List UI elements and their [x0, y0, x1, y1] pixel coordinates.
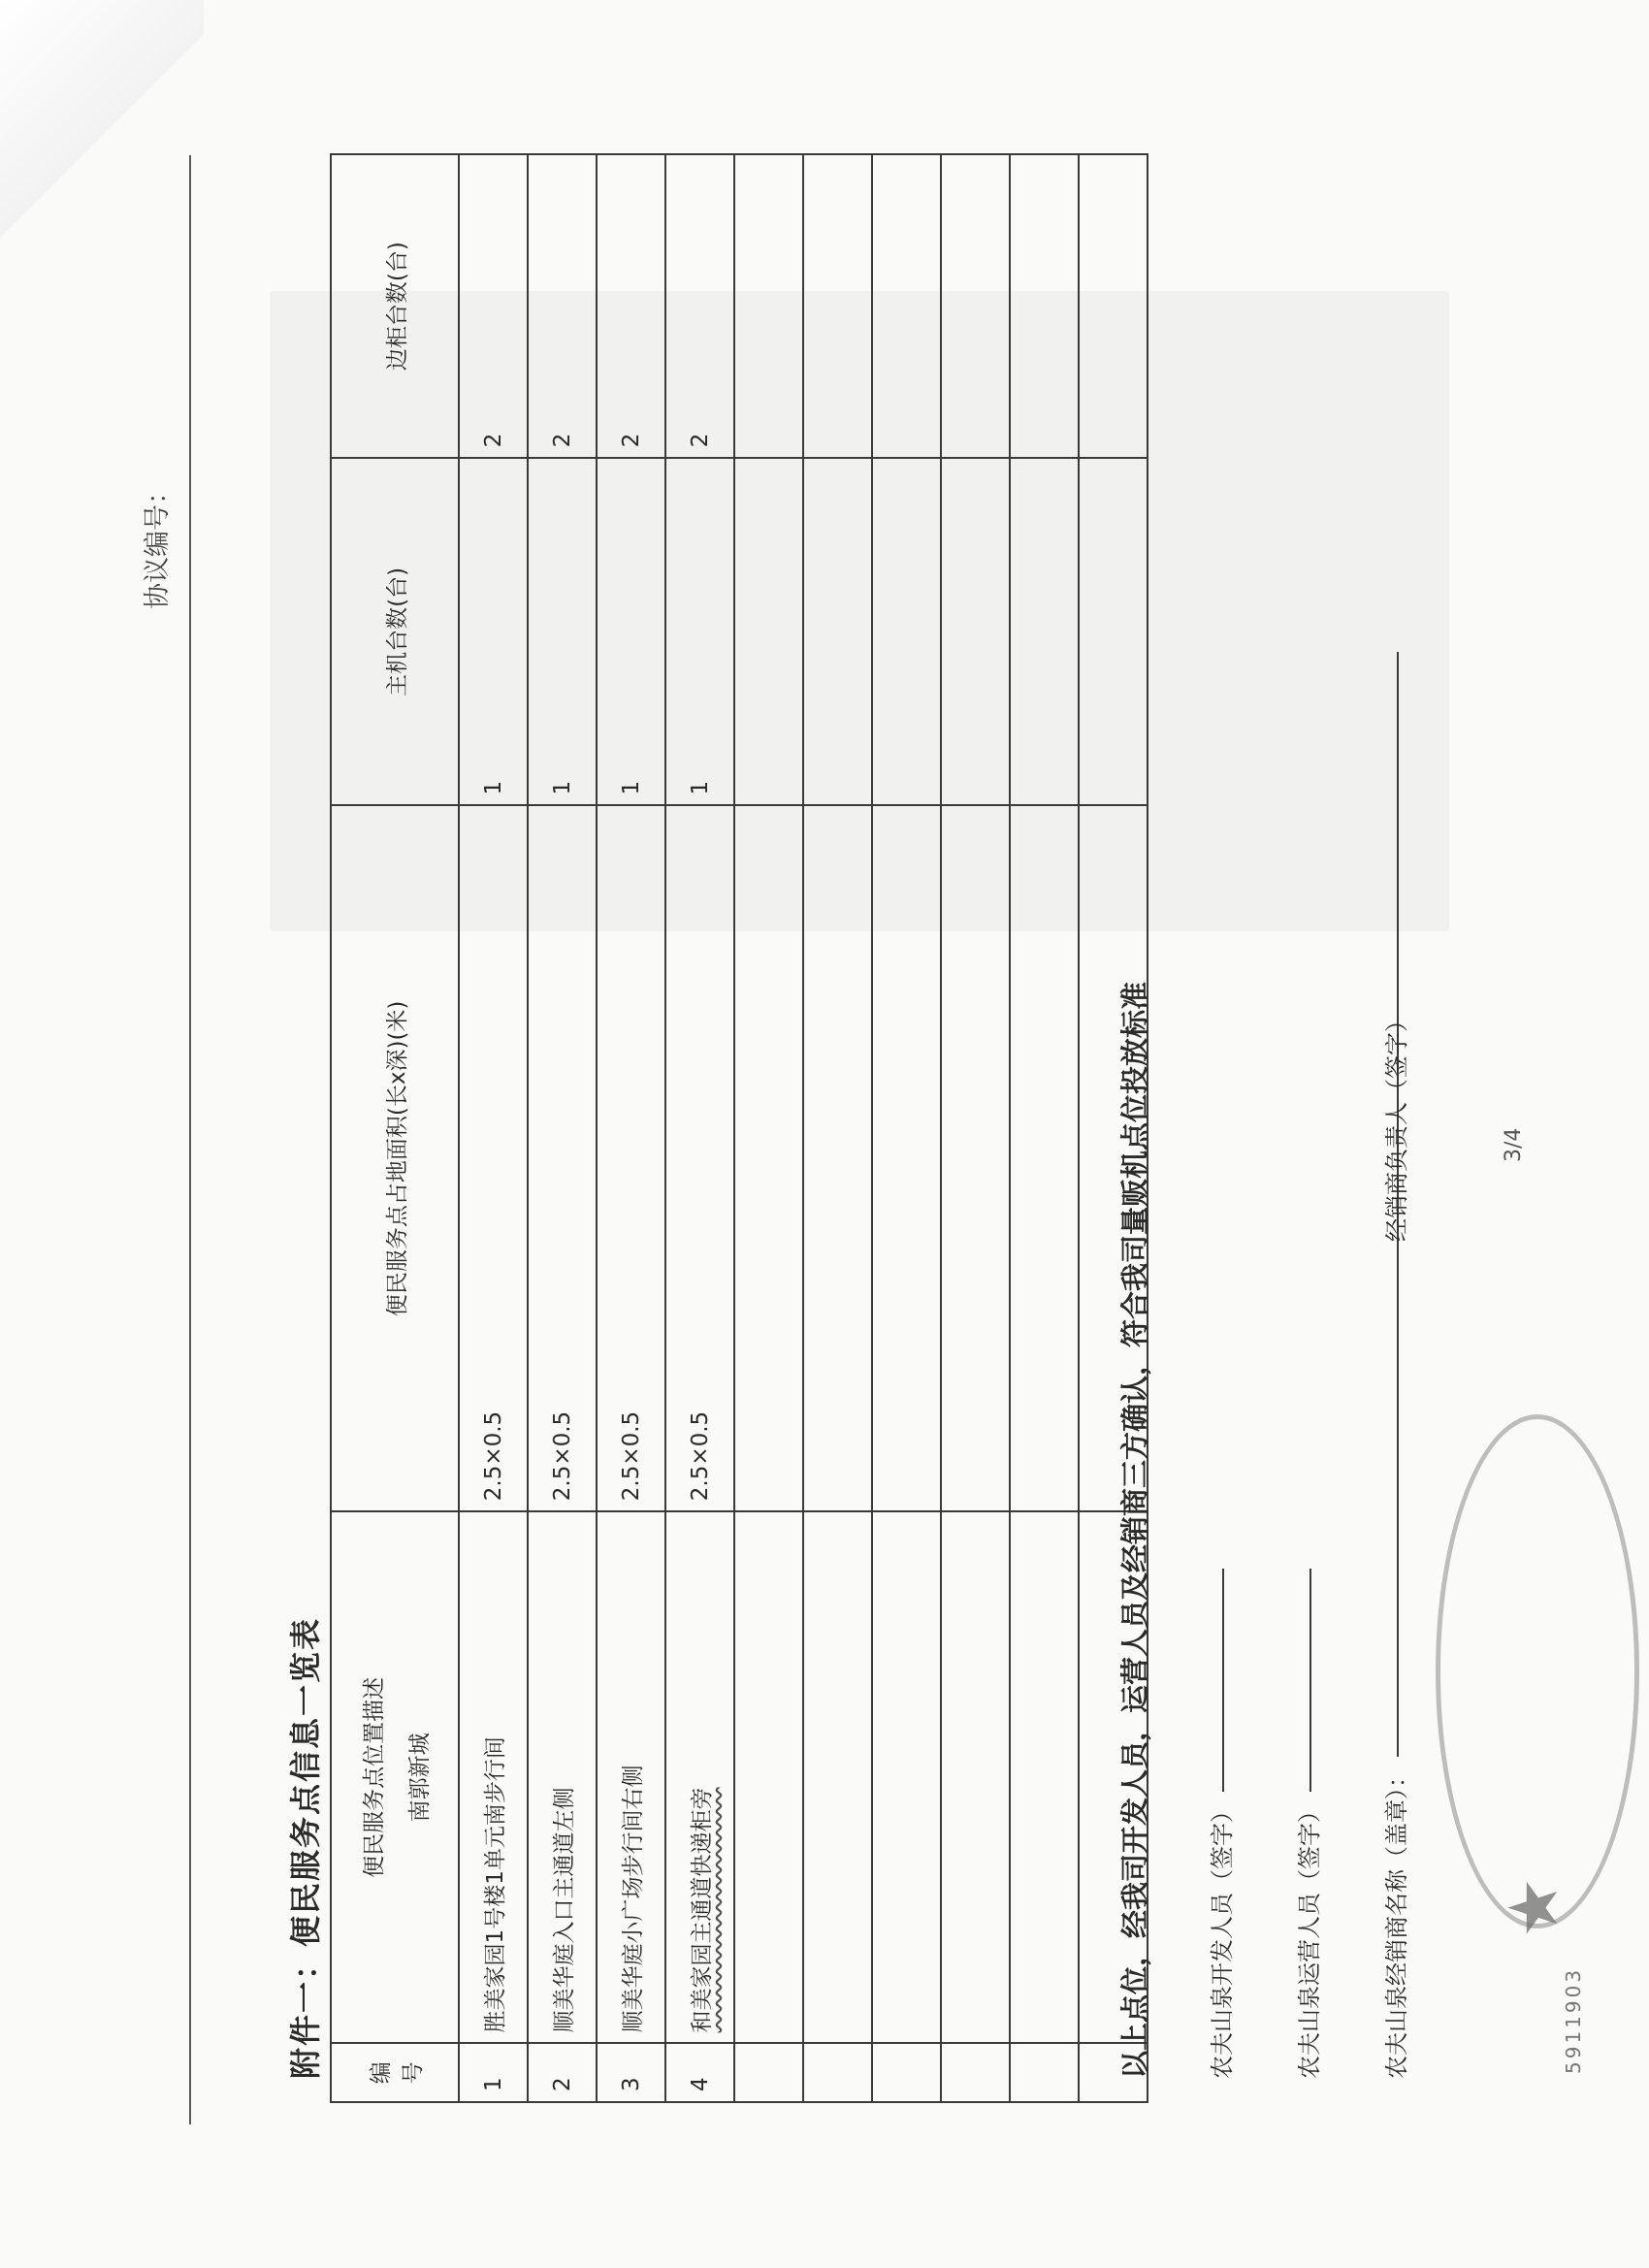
- cell-no: 2: [528, 2043, 597, 2102]
- cell-host: [803, 458, 872, 805]
- star-icon: ★: [1494, 1877, 1573, 1938]
- company-stamp: [1436, 1414, 1639, 1928]
- table-row: [734, 154, 803, 2102]
- dealer-rep-line: [1397, 652, 1399, 1001]
- table-row: [665, 154, 734, 2102]
- cell-host: 1: [528, 458, 597, 805]
- cell-area: [1010, 805, 1079, 1511]
- cell-host: 1: [597, 458, 665, 805]
- cell-host: [941, 458, 1010, 805]
- cell-location: [1010, 1511, 1079, 2043]
- cell-no: [803, 2043, 872, 2102]
- cell-area: 2.5×0.5: [528, 805, 597, 1511]
- cell-host: [872, 458, 941, 805]
- table-row: [459, 154, 528, 2102]
- table-header-row: [331, 154, 459, 2102]
- developer-signature-label: 农夫山泉开发人员（签字）: [1209, 1799, 1236, 2079]
- cell-host: 1: [665, 458, 734, 805]
- cell-location: [803, 1511, 872, 2043]
- header-host: 主机台数(台): [331, 458, 459, 805]
- cell-host: [1079, 458, 1148, 805]
- cell-no: 1: [459, 2043, 528, 2102]
- developer-signature-line: [1222, 1569, 1224, 1792]
- dealer-rep-label: 经销商负责人（签字）: [1383, 1009, 1410, 1242]
- cell-location: [941, 1511, 1010, 2043]
- stamp-number: 5911903: [1562, 1966, 1585, 2074]
- cell-location: 顺美华庭入口主通道左侧: [528, 1511, 597, 2043]
- cell-location: [872, 1511, 941, 2043]
- dealer-rep-signature: [1377, 652, 1411, 1242]
- header-area: 便民服务点占地面积(长x深)(米): [331, 805, 459, 1511]
- cell-area: 2.5×0.5: [459, 805, 528, 1511]
- operator-signature: [1290, 1569, 1324, 2079]
- cell-side: [803, 154, 872, 458]
- developer-signature: [1203, 1569, 1237, 2079]
- operator-signature-label: 农夫山泉运营人员（签字）: [1296, 1799, 1323, 2079]
- cell-side: [872, 154, 941, 458]
- header-no: 编号: [331, 2043, 459, 2102]
- cell-side: [1010, 154, 1079, 458]
- cell-host: [1010, 458, 1079, 805]
- page-title: 附件一：便民服务点信息一览表: [287, 1616, 324, 2079]
- cell-side: 2: [528, 154, 597, 458]
- header-side: 边柜台数(台): [331, 154, 459, 458]
- cell-location: 胜美家园1号楼1单元南步行间: [459, 1511, 528, 2043]
- operator-signature-line: [1310, 1569, 1311, 1792]
- table-row: [803, 154, 872, 2102]
- confirmation-text: 以上点位，经我司开发人员，运营人员及经销商三方确认，符合我司量贩机点位投放标准: [1118, 981, 1151, 2079]
- page-number: 3/4: [1502, 1127, 1526, 1162]
- cell-no: [734, 2043, 803, 2102]
- header-location: [331, 1511, 459, 2043]
- cell-no: [872, 2043, 941, 2102]
- cell-location: 顺美华庭小广场步行间右侧: [597, 1511, 665, 2043]
- cell-location: [734, 1511, 803, 2043]
- table-row: [528, 154, 597, 2102]
- cell-location: 和美家园主通道快递柜旁: [665, 1511, 734, 2043]
- cell-host: [734, 458, 803, 805]
- cell-side: [734, 154, 803, 458]
- agreement-number-label: 协议编号：: [143, 478, 173, 609]
- cell-area: 2.5×0.5: [597, 805, 665, 1511]
- header-location-sub: 南郭新城: [407, 1733, 433, 1823]
- cell-side: 2: [665, 154, 734, 458]
- table-row: [1010, 154, 1079, 2102]
- table-body: [459, 154, 1148, 2102]
- cell-side: 2: [459, 154, 528, 458]
- cell-side: [941, 154, 1010, 458]
- cell-side: 2: [597, 154, 665, 458]
- dealer-name-label: 农夫山泉经销商名称（盖章）：: [1383, 1765, 1410, 2079]
- cell-no: [1010, 2043, 1079, 2102]
- table-row: [597, 154, 665, 2102]
- cell-no: 4: [665, 2043, 734, 2102]
- cell-side: [1079, 154, 1148, 458]
- cell-no: [941, 2043, 1010, 2102]
- table-row: [872, 154, 941, 2102]
- cell-area: [734, 805, 803, 1511]
- cell-area: 2.5×0.5: [665, 805, 734, 1511]
- header-location-label: 便民服务点位置描述: [362, 1676, 387, 1878]
- cell-area: [803, 805, 872, 1511]
- table-row: [941, 154, 1010, 2102]
- cell-area: [941, 805, 1010, 1511]
- cell-area: [872, 805, 941, 1511]
- cell-no: 3: [597, 2043, 665, 2102]
- cell-host: 1: [459, 458, 528, 805]
- service-point-table: [330, 153, 1148, 2103]
